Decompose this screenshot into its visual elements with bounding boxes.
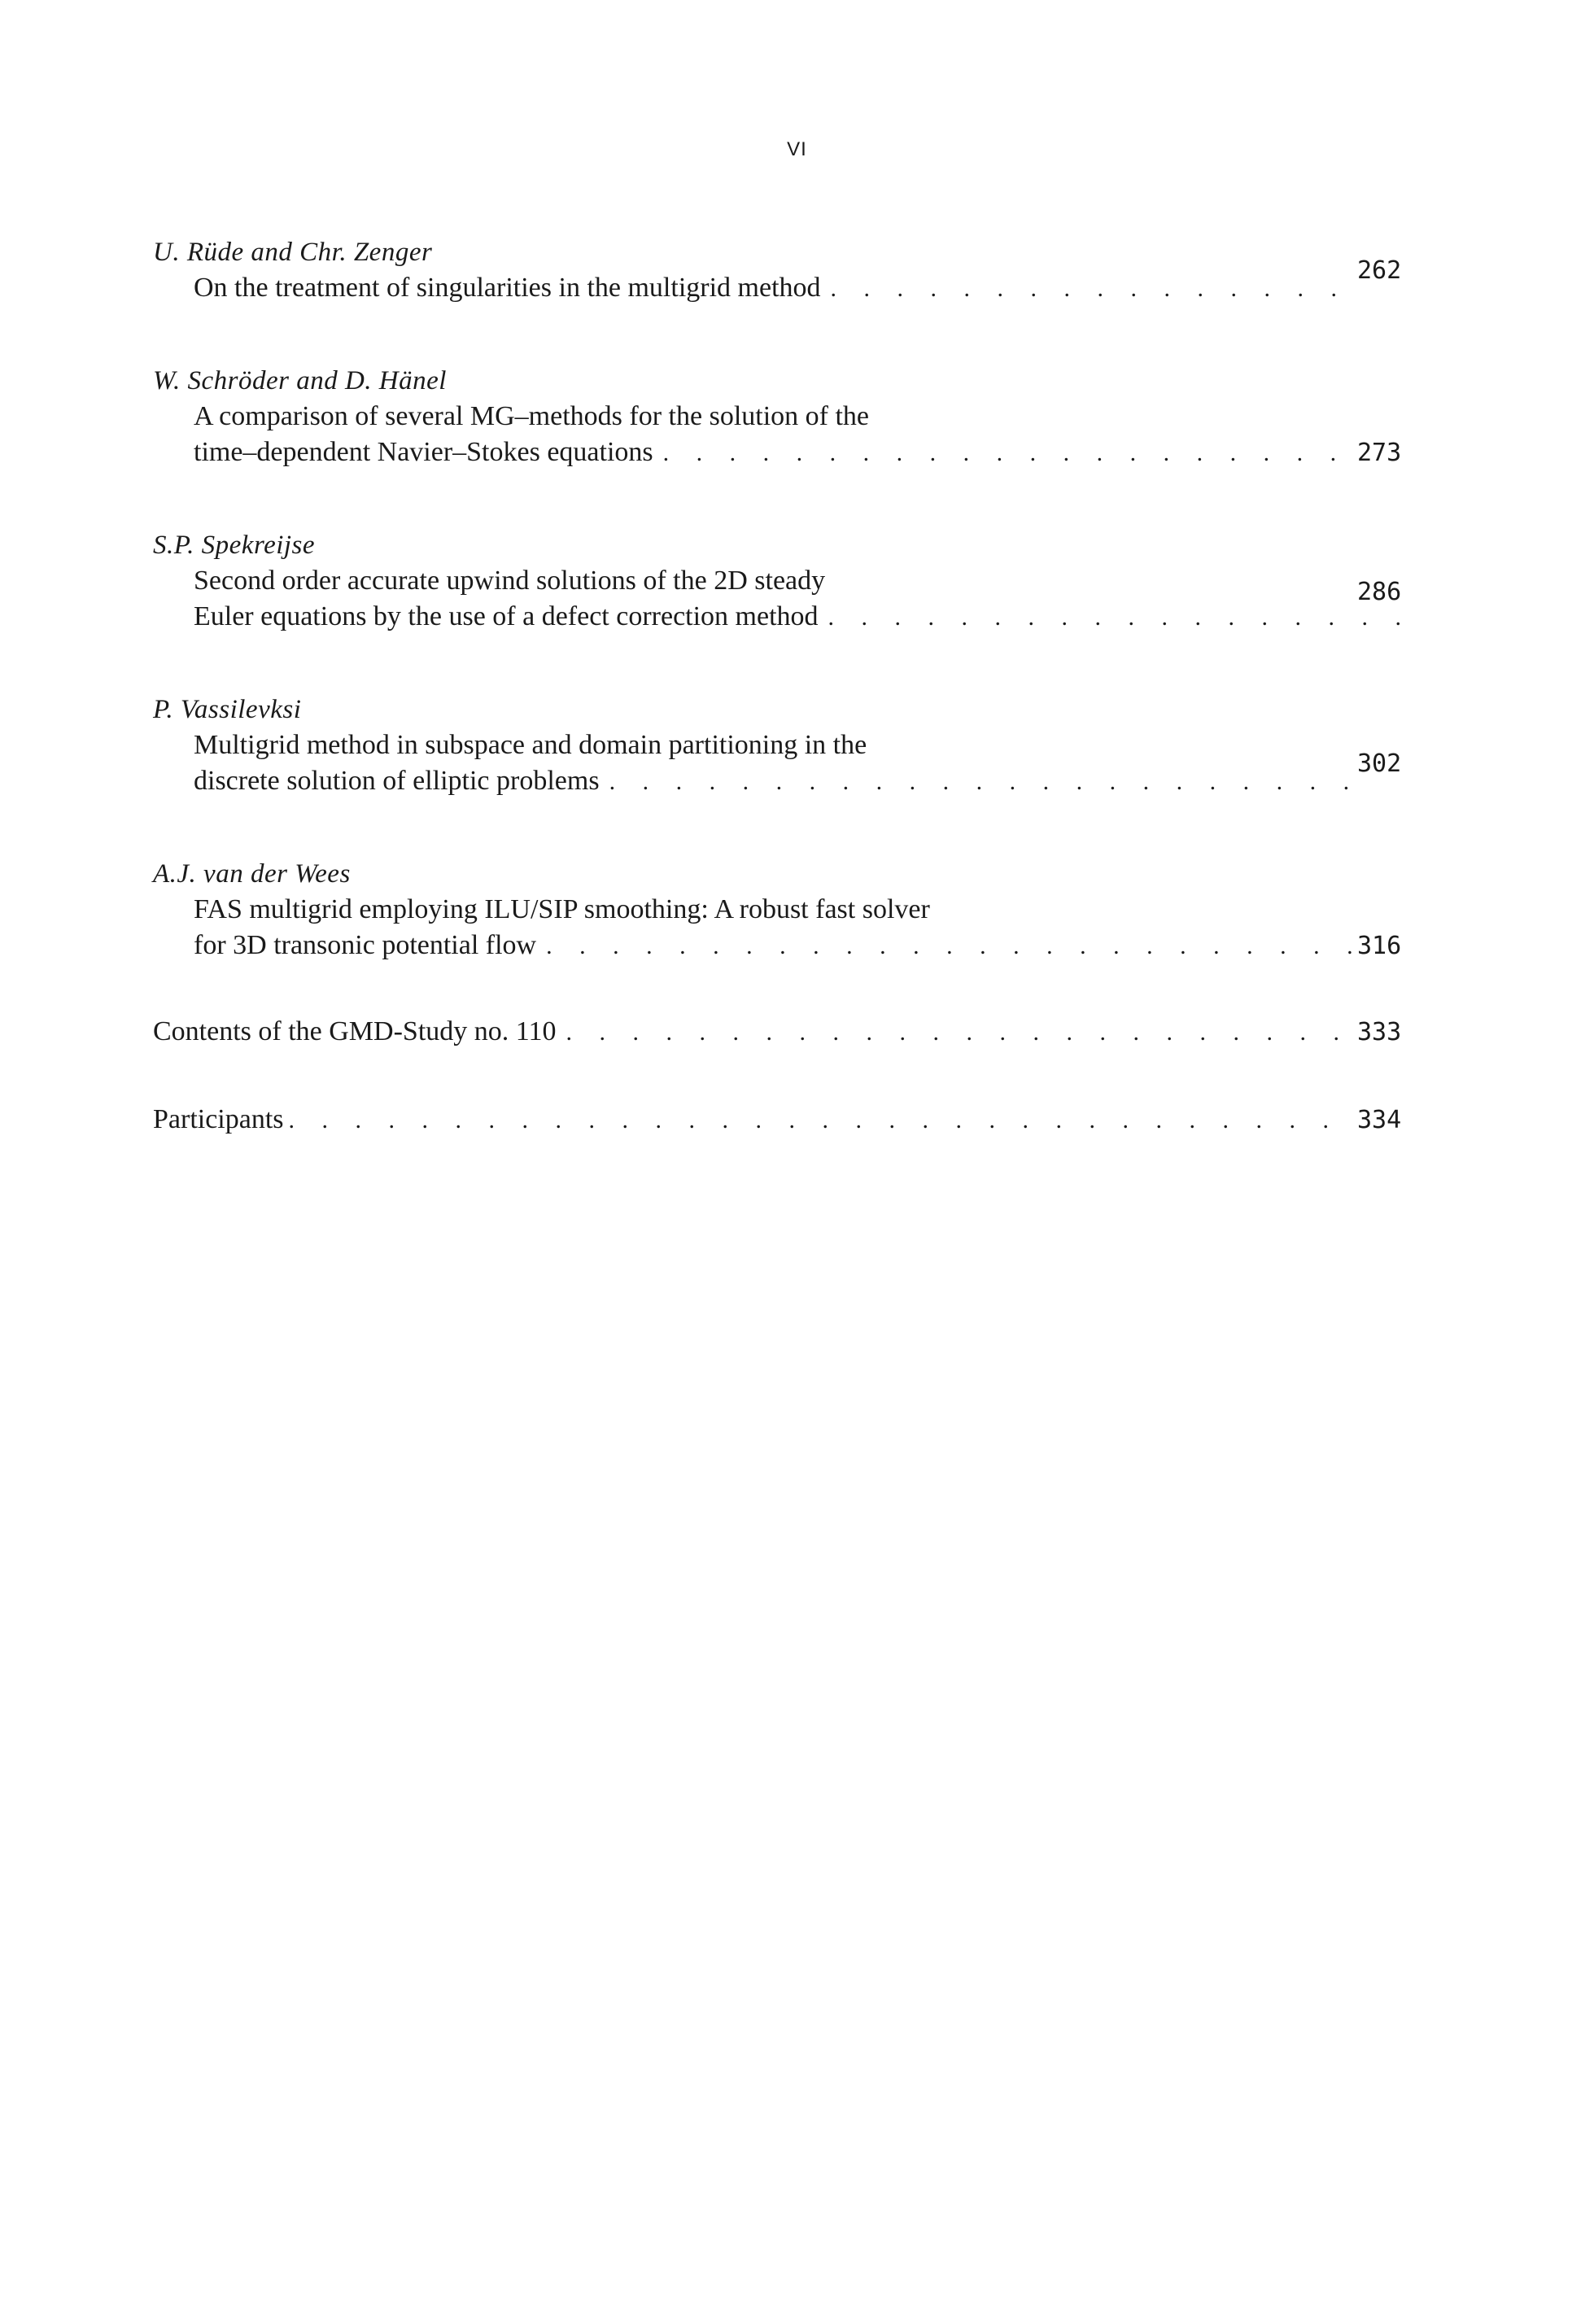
entry-title-text: time–dependent Navier–Stokes equations (194, 437, 653, 467)
dot-leader (609, 764, 1352, 800)
toc-entry (153, 856, 1422, 963)
entry-page-number: 286 (1357, 578, 1402, 606)
entry-page-number: 334 (1357, 1106, 1402, 1134)
entry-page-number: 273 (1357, 439, 1402, 467)
entry-page-number: 333 (1357, 1018, 1402, 1046)
entry-title-line: Multigrid method in subspace and domain partitioning in the (194, 730, 867, 760)
entry-author: U. Rüde and Chr. Zenger (153, 238, 433, 267)
entry-title-text: for 3D transonic potential flow (194, 930, 537, 960)
entry-author: P. Vassilevksi (153, 695, 302, 724)
entry-title-text: Euler equations by the use of a defect correction method (194, 601, 819, 631)
entry-author: A.J. van der Wees (153, 859, 351, 889)
dot-leader (828, 600, 1422, 636)
entry-title-line: A comparison of several MG–methods for the solution of the (194, 401, 870, 431)
entry-title-line (153, 928, 1422, 963)
entry-author: S.P. Spekreijse (153, 531, 316, 560)
entry-title-text: On the treatment of singularities in the multigrid method (194, 273, 821, 303)
toc-entry (153, 692, 1422, 799)
toc-entry (153, 527, 1422, 635)
entry-author: W. Schröder and D. Hänel (153, 366, 447, 395)
toc-entry (153, 363, 1422, 470)
entry-title-text: Second order accurate upwind solutions of the 2D steady (194, 566, 826, 596)
dot-leader (546, 928, 1352, 964)
entry-title-text: Participants (153, 1104, 284, 1134)
toc-entry-participants (153, 1102, 1422, 1138)
entry-title-text: Contents of the GMD-Study no. 110 (153, 1016, 557, 1046)
entry-title-text: discrete solution of elliptic problems (194, 766, 600, 796)
dot-leader (289, 1103, 1352, 1138)
dot-leader (663, 435, 1352, 471)
dot-leader (566, 1015, 1352, 1051)
page-number: VI (787, 138, 807, 160)
table-of-contents (153, 234, 1422, 1190)
entry-title-line (153, 563, 1422, 606)
entry-page-number: 302 (1357, 749, 1402, 778)
entry-page-number: 316 (1357, 932, 1402, 960)
entry-title-line (153, 435, 1422, 470)
toc-entry-gmd-study (153, 1014, 1422, 1050)
entry-page-number: 262 (1357, 256, 1402, 285)
toc-entry (153, 234, 1422, 306)
entry-title-line (153, 599, 1422, 635)
entry-title-line (153, 256, 1422, 306)
entry-title-line: FAS multigrid employing ILU/SIP smoothing: A robust fast solver (194, 894, 930, 924)
dot-leader (831, 271, 1352, 307)
entry-title-line (153, 749, 1422, 799)
